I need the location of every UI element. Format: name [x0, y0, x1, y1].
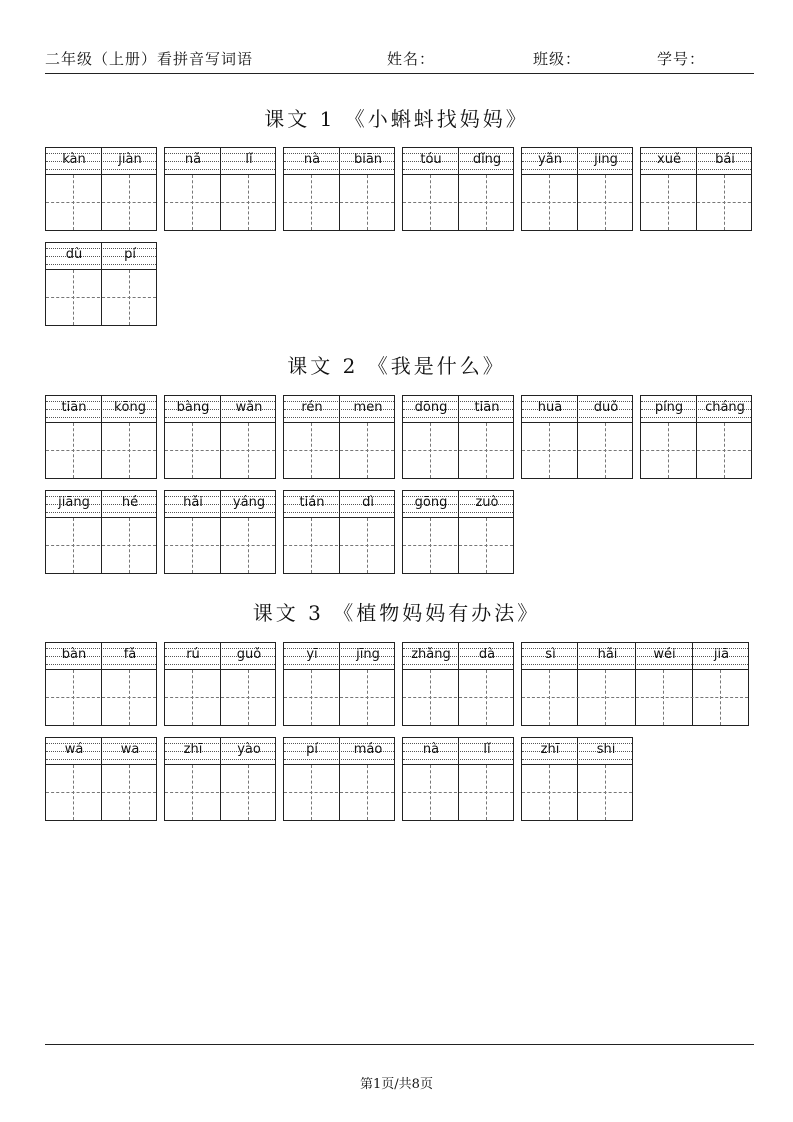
word-box	[521, 147, 633, 231]
writing-grid-guide	[192, 423, 193, 478]
writing-grid-guide	[311, 518, 312, 573]
pinyin-syllable: wǎn	[235, 400, 263, 415]
writing-grid-guide	[522, 792, 632, 793]
character-cell-divider	[220, 643, 221, 725]
pinyin-syllable: tián	[299, 495, 325, 510]
writing-grid-guide	[192, 670, 193, 725]
student-id-label: 学号：	[657, 50, 706, 68]
pinyin-syllable: kōng	[114, 400, 146, 415]
writing-grid-guide	[284, 450, 394, 451]
writing-grid-guide	[73, 270, 74, 325]
pinyin-syllable: rén	[301, 400, 323, 415]
writing-grid-guide	[605, 765, 606, 820]
character-cell-divider	[577, 643, 578, 725]
writing-grid-guide	[522, 697, 748, 698]
word-box	[402, 395, 514, 479]
writing-grid-guide	[430, 670, 431, 725]
writing-grid-guide	[486, 670, 487, 725]
pinyin-syllable: yào	[237, 742, 261, 757]
worksheet-title: 二年级（上册）看拼音写词语	[45, 50, 254, 68]
writing-grid-guide	[605, 670, 606, 725]
pinyin-syllable: jing	[594, 152, 618, 167]
word-box	[283, 737, 395, 821]
writing-grid-guide	[403, 202, 513, 203]
writing-grid-guide	[486, 518, 487, 573]
writing-grid-guide	[430, 518, 431, 573]
character-cell-divider	[339, 738, 340, 820]
pinyin-syllable: jiāng	[58, 495, 90, 510]
writing-grid-guide	[46, 792, 156, 793]
writing-grid-guide	[192, 518, 193, 573]
writing-grid-guide	[165, 450, 275, 451]
pinyin-syllable: gōng	[414, 495, 448, 510]
writing-grid-guide	[641, 450, 751, 451]
writing-grid-guide	[284, 202, 394, 203]
pinyin-syllable: wéi	[653, 647, 676, 662]
footer-divider	[45, 1044, 754, 1045]
pinyin-syllable: zhī	[183, 742, 203, 757]
writing-grid-guide	[46, 697, 156, 698]
pinyin-syllable: hǎi	[183, 495, 203, 510]
writing-grid-guide	[73, 765, 74, 820]
character-cell-divider	[458, 148, 459, 230]
word-box	[283, 642, 395, 726]
word-box	[45, 395, 157, 479]
pinyin-syllable: bái	[715, 152, 735, 167]
lesson-title: 课文 3 《植物妈妈有办法》	[252, 601, 541, 625]
writing-grid-guide	[311, 175, 312, 230]
pinyin-syllable: pí	[306, 742, 318, 757]
writing-grid-guide	[165, 545, 275, 546]
writing-grid-guide	[73, 175, 74, 230]
writing-grid-guide	[403, 450, 513, 451]
character-cell-divider	[101, 491, 102, 573]
writing-grid-guide	[430, 423, 431, 478]
pinyin-syllable: zhī	[540, 742, 560, 757]
word-box	[45, 242, 157, 326]
word-box	[45, 737, 157, 821]
word-box	[402, 642, 514, 726]
pinyin-syllable: bàn	[61, 647, 87, 662]
writing-grid-guide	[367, 175, 368, 230]
lesson-title: 课文 2 《我是什么》	[287, 354, 506, 378]
word-box	[283, 395, 395, 479]
writing-grid-guide	[284, 697, 394, 698]
writing-grid-guide	[605, 175, 606, 230]
character-cell-divider	[339, 396, 340, 478]
character-cell-divider	[696, 148, 697, 230]
pinyin-syllable: tiān	[474, 400, 500, 415]
writing-grid-guide	[605, 423, 606, 478]
character-cell-divider	[220, 738, 221, 820]
writing-grid-guide	[165, 792, 275, 793]
writing-grid-guide	[129, 423, 130, 478]
pinyin-syllable: biān	[353, 152, 383, 167]
pinyin-syllable: duǒ	[593, 400, 619, 415]
pinyin-syllable: nǎ	[184, 152, 202, 167]
pinyin-syllable: yī	[306, 647, 318, 662]
pinyin-syllable: hé	[121, 495, 139, 510]
pinyin-syllable: tiān	[61, 400, 87, 415]
writing-grid-guide	[129, 518, 130, 573]
writing-grid-guide	[248, 423, 249, 478]
word-box	[640, 147, 752, 231]
writing-grid-guide	[403, 697, 513, 698]
writing-grid-guide	[73, 670, 74, 725]
pinyin-syllable: pí	[124, 247, 136, 262]
character-cell-divider	[577, 396, 578, 478]
lesson-title: 课文 1 《小蝌蚪找妈妈》	[264, 107, 529, 131]
pinyin-syllable: píng	[654, 400, 684, 415]
character-cell-divider	[220, 148, 221, 230]
pinyin-syllable: máo	[353, 742, 383, 757]
writing-grid-guide	[430, 765, 431, 820]
character-cell-divider	[339, 148, 340, 230]
writing-grid-guide	[46, 202, 156, 203]
writing-grid-guide	[486, 765, 487, 820]
pinyin-syllable: huā	[537, 400, 563, 415]
word-box	[283, 147, 395, 231]
writing-grid-guide	[311, 423, 312, 478]
character-cell-divider	[458, 396, 459, 478]
pinyin-syllable: yáng	[232, 495, 266, 510]
writing-grid-guide	[367, 765, 368, 820]
word-box	[45, 490, 157, 574]
writing-grid-guide	[486, 175, 487, 230]
word-box	[521, 737, 633, 821]
character-cell-divider	[577, 738, 578, 820]
writing-grid-guide	[46, 297, 156, 298]
writing-grid-guide	[724, 175, 725, 230]
pinyin-syllable: dà	[478, 647, 496, 662]
writing-grid-guide	[284, 792, 394, 793]
pinyin-syllable: zuò	[475, 495, 499, 510]
pinyin-syllable: dōng	[414, 400, 448, 415]
writing-grid-guide	[46, 545, 156, 546]
pinyin-syllable: cháng	[705, 400, 745, 415]
character-cell-divider	[220, 396, 221, 478]
word-box	[640, 395, 752, 479]
writing-grid-guide	[165, 202, 275, 203]
writing-grid-guide	[367, 518, 368, 573]
character-cell-divider	[339, 491, 340, 573]
writing-grid-guide	[549, 670, 550, 725]
character-cell-divider	[458, 643, 459, 725]
character-cell-divider	[339, 643, 340, 725]
pinyin-syllable: dǐng	[472, 152, 502, 167]
class-label: 班级：	[533, 50, 582, 68]
word-box	[164, 490, 276, 574]
word-box	[164, 642, 276, 726]
writing-grid-guide	[129, 270, 130, 325]
writing-grid-guide	[668, 175, 669, 230]
word-box	[521, 395, 633, 479]
writing-grid-guide	[720, 670, 721, 725]
pinyin-syllable: shi	[596, 742, 616, 757]
pinyin-syllable: fǎ	[123, 647, 137, 662]
writing-grid-guide	[73, 518, 74, 573]
word-box	[402, 147, 514, 231]
writing-grid-guide	[46, 450, 156, 451]
character-cell-divider	[458, 491, 459, 573]
writing-grid-guide	[549, 175, 550, 230]
writing-grid-guide	[248, 765, 249, 820]
pinyin-syllable: lǐ	[245, 152, 253, 167]
writing-grid-guide	[129, 765, 130, 820]
pinyin-syllable: sì	[545, 647, 556, 662]
character-cell-divider	[101, 396, 102, 478]
word-box	[164, 395, 276, 479]
character-cell-divider	[101, 643, 102, 725]
character-cell-divider	[577, 148, 578, 230]
pinyin-syllable: lǐ	[483, 742, 491, 757]
writing-grid-guide	[403, 792, 513, 793]
writing-grid-guide	[549, 765, 550, 820]
writing-grid-guide	[668, 423, 669, 478]
pinyin-syllable: dì	[362, 495, 374, 510]
pinyin-syllable: bàng	[176, 400, 210, 415]
pinyin-syllable: rú	[186, 647, 200, 662]
word-box	[164, 147, 276, 231]
writing-grid-guide	[73, 423, 74, 478]
character-cell-divider	[692, 643, 693, 725]
writing-grid-guide	[367, 423, 368, 478]
character-cell-divider	[101, 148, 102, 230]
writing-grid-guide	[311, 765, 312, 820]
word-box	[45, 147, 157, 231]
writing-grid-guide	[403, 545, 513, 546]
writing-grid-guide	[129, 175, 130, 230]
pinyin-syllable: zhǎng	[411, 647, 451, 662]
writing-grid-guide	[192, 175, 193, 230]
pinyin-syllable: dù	[65, 247, 83, 262]
word-box	[164, 737, 276, 821]
writing-grid-guide	[248, 175, 249, 230]
page-number: 第1页/共8页	[360, 1077, 433, 1092]
writing-grid-guide	[129, 670, 130, 725]
pinyin-syllable: jiā	[713, 647, 730, 662]
pinyin-syllable: kàn	[62, 152, 86, 167]
pinyin-syllable: nà	[422, 742, 440, 757]
pinyin-syllable: wá	[64, 742, 84, 757]
writing-grid-guide	[486, 423, 487, 478]
writing-grid-guide	[311, 670, 312, 725]
pinyin-syllable: xuě	[657, 152, 681, 167]
writing-grid-guide	[522, 450, 632, 451]
pinyin-syllable: men	[353, 400, 383, 415]
pinyin-syllable: jiàn	[118, 152, 142, 167]
writing-grid-guide	[663, 670, 664, 725]
writing-grid-guide	[522, 202, 632, 203]
word-box	[283, 490, 395, 574]
writing-grid-guide	[192, 765, 193, 820]
character-cell-divider	[458, 738, 459, 820]
page-header	[45, 49, 754, 73]
writing-grid-guide	[248, 518, 249, 573]
writing-grid-guide	[284, 545, 394, 546]
pinyin-syllable: yǎn	[538, 152, 562, 167]
word-box	[45, 642, 157, 726]
writing-grid-guide	[549, 423, 550, 478]
writing-grid-guide	[248, 670, 249, 725]
character-cell-divider	[635, 643, 636, 725]
word-box	[402, 737, 514, 821]
word-box	[402, 490, 514, 574]
writing-grid-guide	[641, 202, 751, 203]
writing-grid-guide	[165, 697, 275, 698]
header-divider	[45, 73, 754, 74]
writing-grid-guide	[367, 670, 368, 725]
character-cell-divider	[101, 243, 102, 325]
pinyin-syllable: tóu	[420, 152, 442, 167]
writing-grid-guide	[430, 175, 431, 230]
writing-grid-guide	[724, 423, 725, 478]
pinyin-syllable: wa	[120, 742, 140, 757]
pinyin-syllable: jīng	[356, 647, 380, 662]
word-box	[521, 642, 749, 726]
name-label: 姓名：	[387, 50, 436, 68]
pinyin-syllable: guǒ	[236, 647, 262, 662]
character-cell-divider	[101, 738, 102, 820]
character-cell-divider	[220, 491, 221, 573]
character-cell-divider	[696, 396, 697, 478]
pinyin-syllable: nà	[303, 152, 321, 167]
pinyin-syllable: hǎi	[597, 647, 618, 662]
